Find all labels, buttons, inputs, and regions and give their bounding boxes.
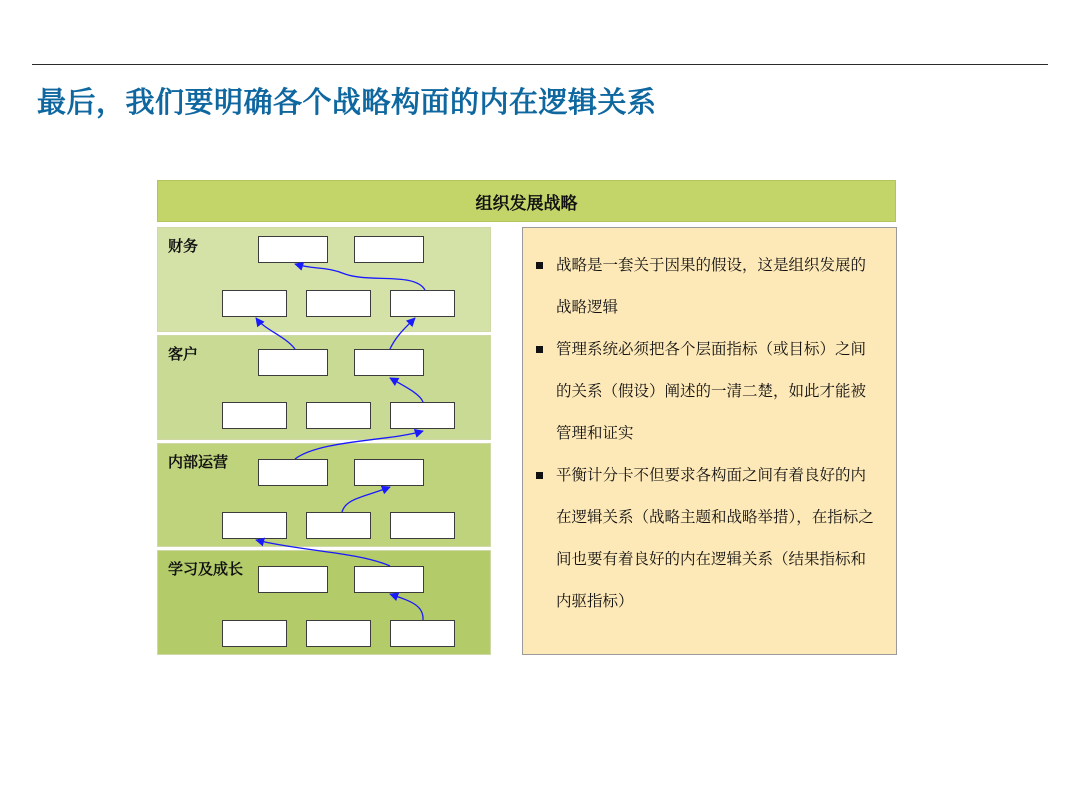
top-rule [32, 64, 1048, 65]
objective-box [222, 290, 287, 317]
explanation-panel [522, 227, 897, 655]
objective-box [222, 620, 287, 647]
objective-box [258, 236, 328, 263]
objective-box [258, 566, 328, 593]
square-bullet-icon [536, 262, 543, 269]
explanation-text: 管理系统必须把各个层面指标（或目标）之间的关系（假设）阐述的一清二楚，如此才能被管理和证实 [556, 340, 867, 442]
objective-box [354, 236, 424, 263]
layer-label-financial: 财务 [168, 237, 199, 255]
objective-box [222, 402, 287, 429]
explanation-item [535, 454, 878, 622]
objective-box [354, 459, 424, 486]
slide-title: 最后，我们要明确各个战略构面的内在逻辑关系 [37, 85, 657, 119]
layer-label-customer: 客户 [168, 345, 199, 363]
objective-box [354, 349, 424, 376]
objective-box [222, 512, 287, 539]
explanation-text: 战略是一套关于因果的假设，这是组织发展的战略逻辑 [556, 256, 867, 316]
objective-box [258, 349, 328, 376]
layer-label-internal-process: 内部运营 [168, 453, 229, 471]
square-bullet-icon [536, 472, 543, 479]
objective-box [306, 620, 371, 647]
objective-box [390, 402, 455, 429]
explanation-text: 平衡计分卡不但要求各构面之间有着良好的内在逻辑关系（战略主题和战略举措），在指标之间也要有着良好的内在逻辑关系（结果指标和内驱指标） [556, 466, 874, 610]
objective-box [306, 402, 371, 429]
explanation-item [535, 244, 878, 328]
square-bullet-icon [536, 346, 543, 353]
objective-box [390, 512, 455, 539]
objective-box [390, 620, 455, 647]
objective-box [354, 566, 424, 593]
objective-box [390, 290, 455, 317]
explanation-item [535, 328, 878, 454]
layer-label-learning-growth: 学习及成长 [168, 560, 244, 578]
explanation-list [523, 228, 896, 622]
objective-box [306, 512, 371, 539]
objective-box [306, 290, 371, 317]
objective-box [258, 459, 328, 486]
strategy-header: 组织发展战略 [157, 180, 896, 222]
